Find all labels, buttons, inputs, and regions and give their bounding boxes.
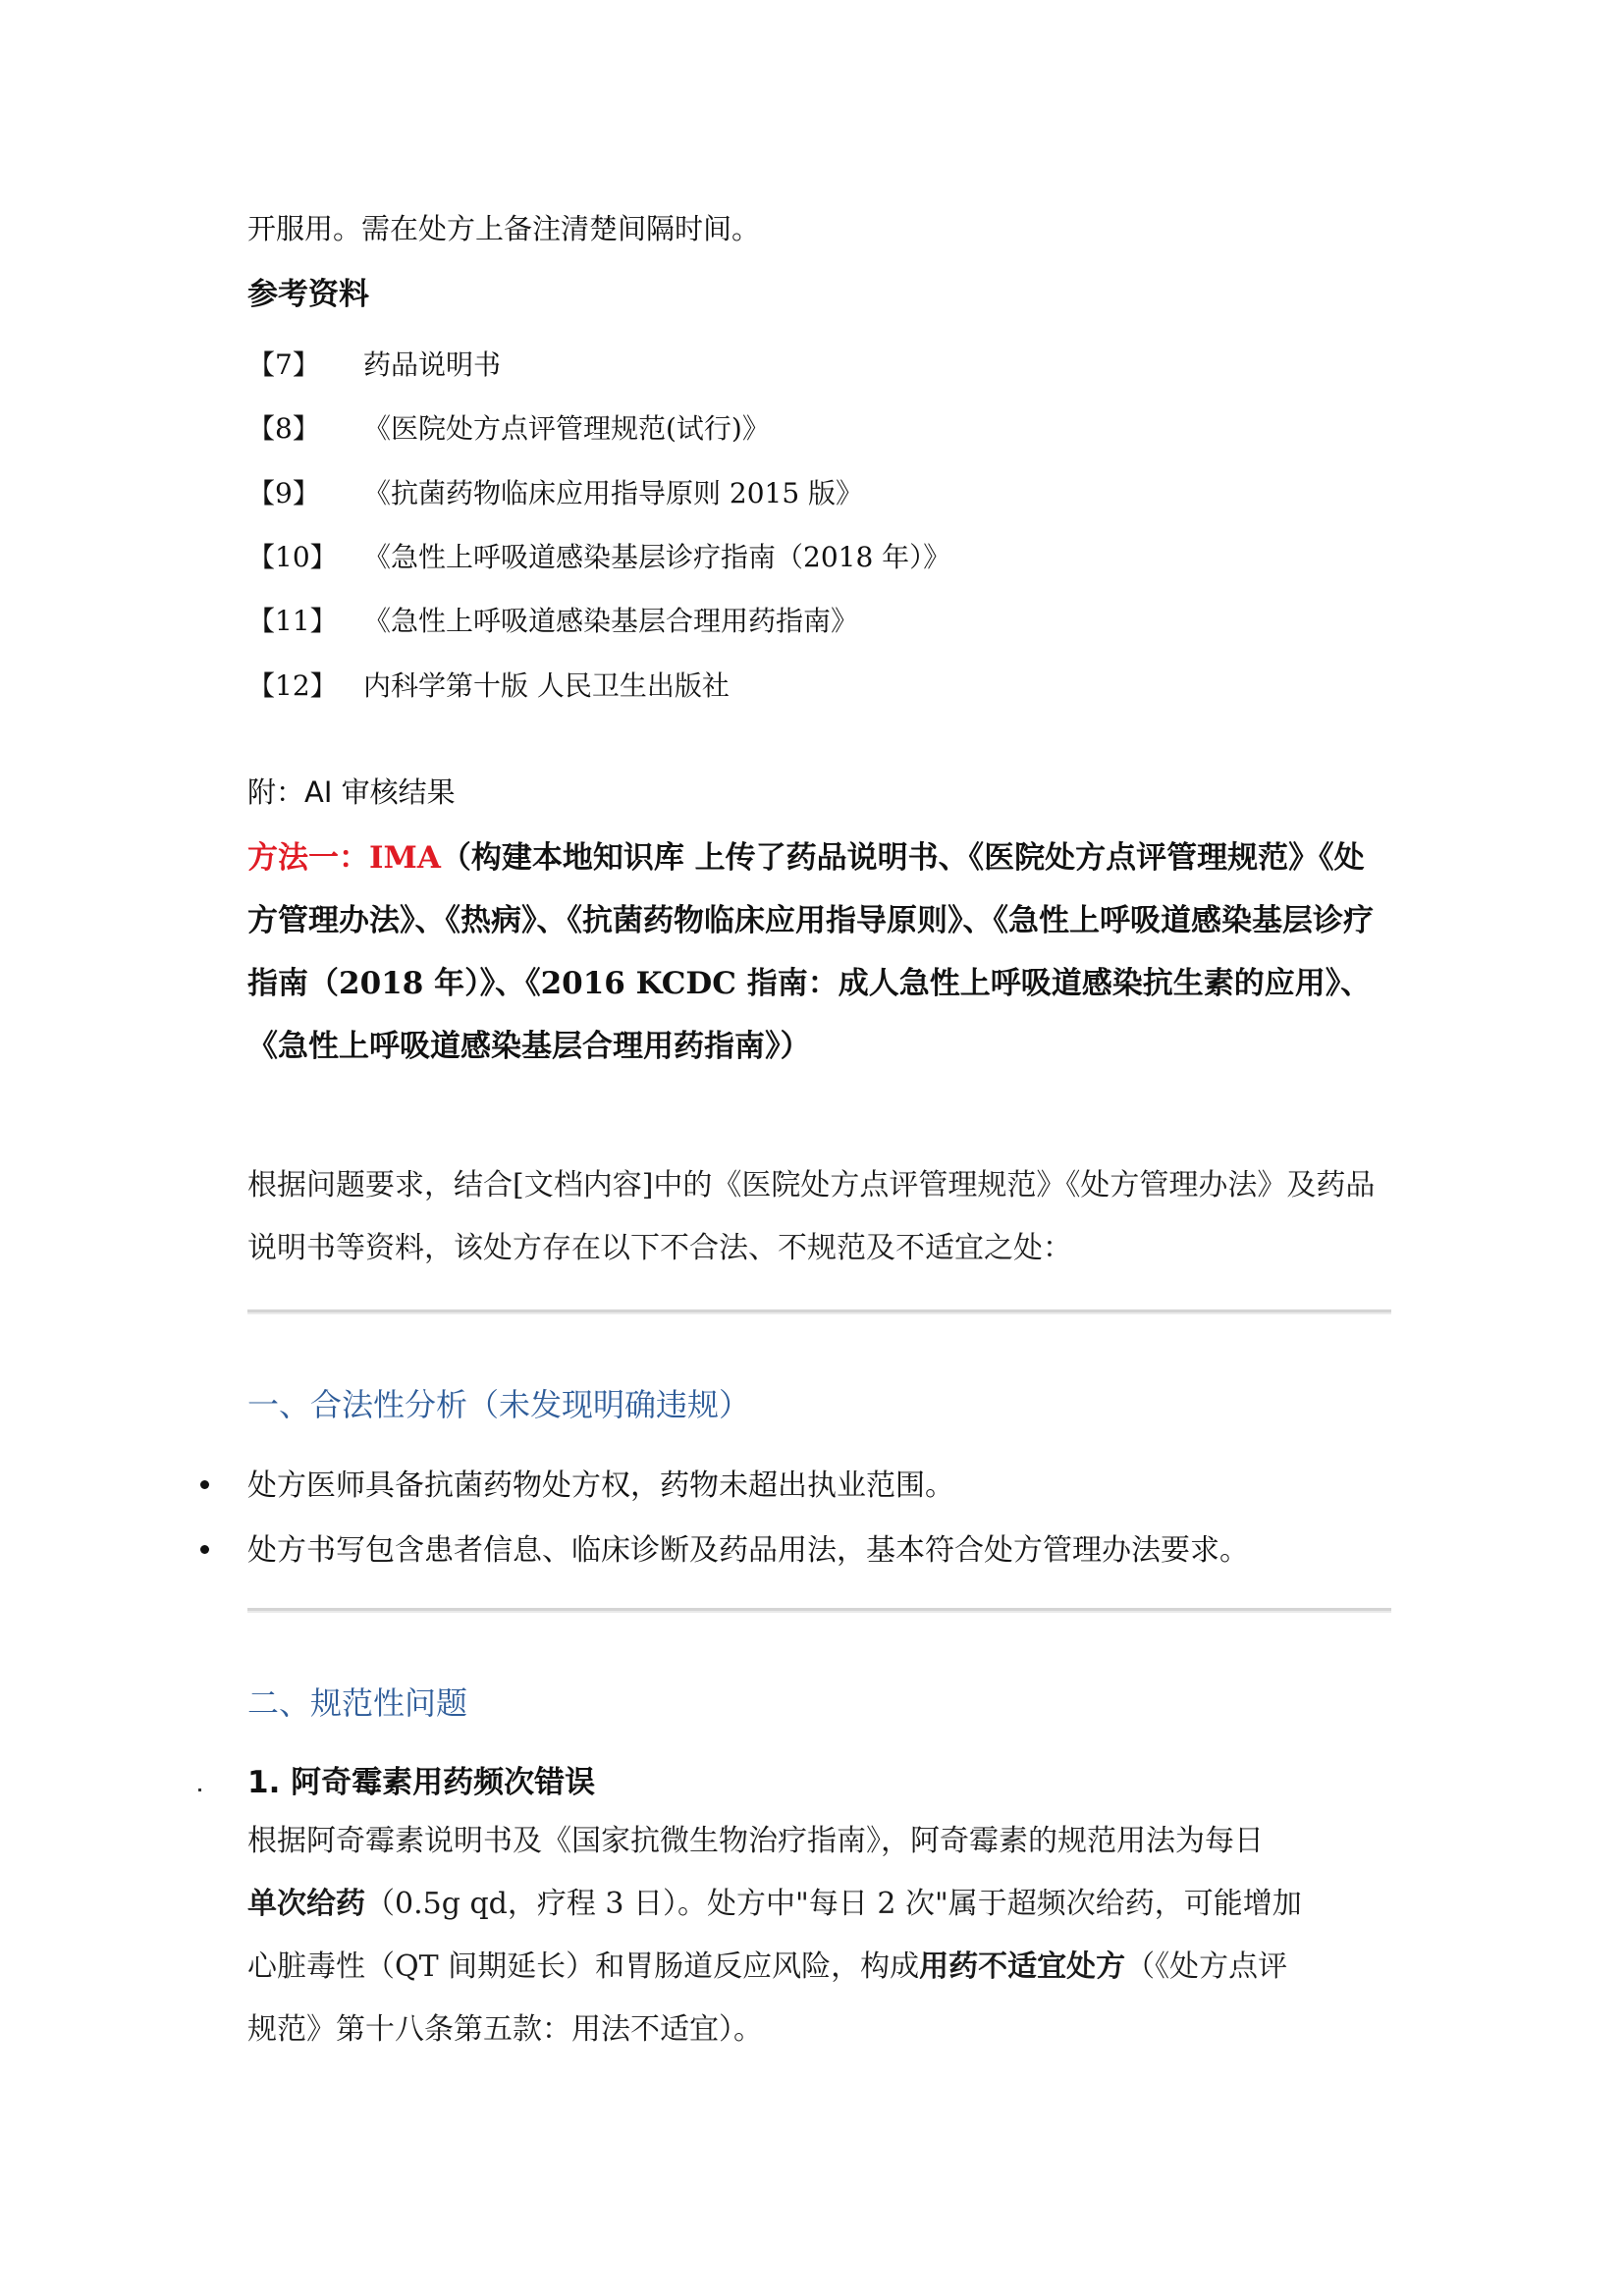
reference-item [247,536,950,575]
section-standard-title: 二、规范性问题 [247,1684,468,1722]
reference-number: 【10】 [247,541,338,573]
reference-number: 【12】 [247,669,338,702]
issue-line [247,1936,1396,1999]
reference-number: 【11】 [247,605,338,637]
reference-item [247,407,770,447]
appendix-label: 附：AI 审核结果 [247,775,456,809]
reference-text: 《急性上呼吸道感染基层合理用药指南》 [363,605,859,637]
bullet-icon [200,1545,209,1554]
reference-text: 《抗菌药物临床应用指导原则 2015 版》 [363,477,864,509]
reference-text: 药品说明书 [363,348,502,381]
divider [247,1309,1391,1314]
issue-line: 根据阿奇霉素说明书及《国家抗微生物治疗指南》，阿奇霉素的规范用法为每日 [247,1824,1264,1858]
reference-item [247,600,858,639]
reference-number: 【8】 [247,412,320,445]
reference-number: 【7】 [247,348,320,381]
list-marker-icon [198,1789,201,1791]
issue-text: 心脏毒性（QT 间期延长）和胃肠道反应风险，构成 [247,1949,920,1984]
issue-title: 1. 阿奇霉素用药频次错误 [247,1765,596,1800]
issue-text: （0.5g qd，疗程 3 日）。处方中"每日 2 次"属于超频次给药，可能增加 [365,1887,1302,1921]
bullet-icon [200,1480,209,1489]
issue-text: （《处方点评 [1125,1949,1288,1984]
intro-line: 开服用。需在处方上备注清楚间隔时间。 [247,212,761,245]
issue-paragraph [247,1810,1396,2061]
references-heading: 参考资料 [247,277,369,312]
reference-item [247,344,501,383]
method-block [247,827,1391,1078]
reference-item [247,665,730,704]
method-description: （构建本地知识库 上传了药品说明书、《医院处方点评管理规范》《处方管理办法》、《热病》、《抗菌药物临床应用指导原则》、《急性上呼吸道感染基层诊疗指南（2018 年）》、《2016 KCDC 指南：成人急性上呼吸道感染抗生素的应用》、《急性上呼吸道感染基层合理用药指南》） [247,840,1374,1064]
reference-text: 《医院处方点评管理规范(试行)》 [363,412,770,445]
legality-bullet: 处方书写包含患者信息、临床诊断及药品用法，基本符合处方管理办法要求。 [247,1533,1249,1568]
reference-item [247,472,863,511]
issue-emphasis: 用药不适宜处方 [919,1949,1126,1984]
summary-paragraph: 根据问题要求，结合[文档内容]中的《医院处方点评管理规范》《处方管理办法》及药品说明书等资料，该处方存在以下不合法、不规范及不适宜之处： [247,1168,1376,1265]
reference-text: 内科学第十版 人民卫生出版社 [363,669,730,702]
legality-bullet: 处方医师具备抗菌药物处方权，药物未超出执业范围。 [247,1468,954,1503]
reference-text: 《急性上呼吸道感染基层诊疗指南（2018 年）》 [363,541,951,573]
section-legality-title: 一、合法性分析（未发现明确违规） [247,1386,751,1423]
divider [247,1608,1391,1613]
reference-number: 【9】 [247,477,320,509]
method-label: 方法一：IMA [247,840,441,876]
issue-line: 规范》第十八条第五款：用法不适宜）。 [247,2012,763,2047]
issue-emphasis: 单次给药 [247,1887,365,1921]
issue-line [247,1873,1396,1936]
